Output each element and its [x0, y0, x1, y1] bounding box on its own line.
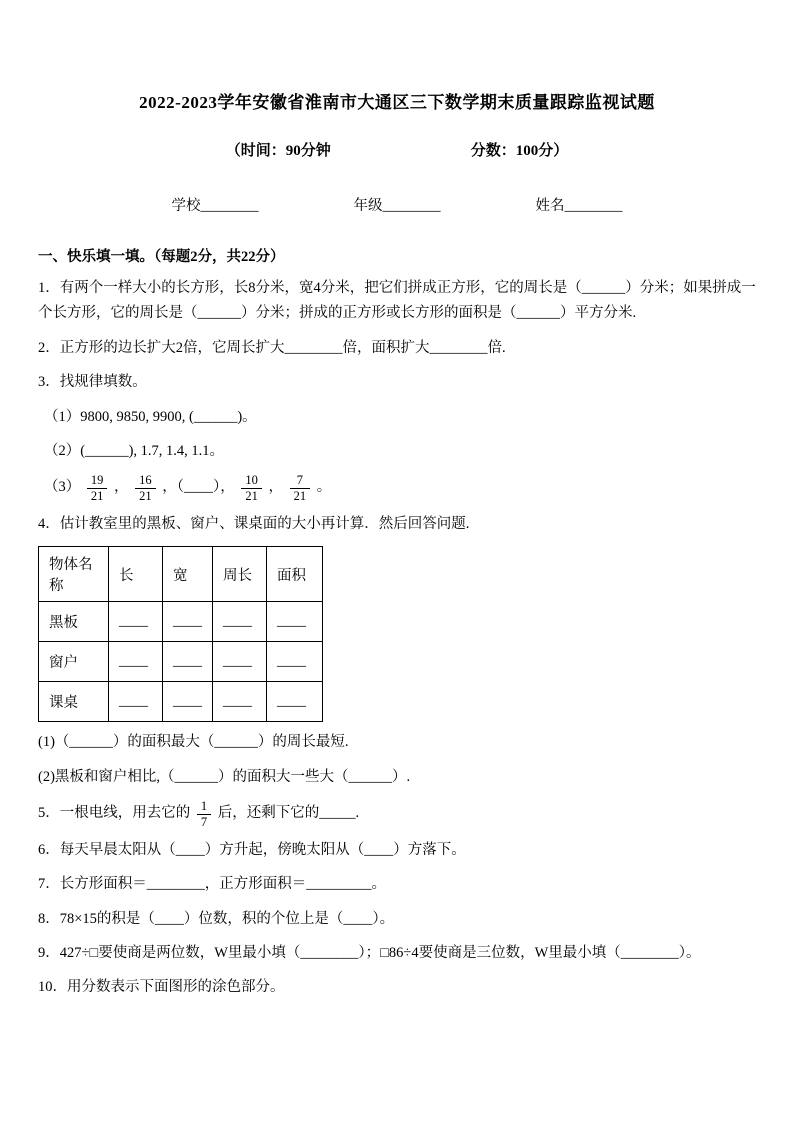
- section-1-heading: 一、快乐填一填。（每题2分，共22分）: [38, 249, 285, 265]
- question-8: 8．78×15的积是（____）位数，积的个位上是（____）。: [38, 910, 395, 927]
- table-row-desk: [39, 682, 323, 722]
- q3-3-blank: ，（____），: [162, 479, 235, 496]
- question-2: 2．正方形的边长扩大2倍，它周长扩大________倍，面积扩大________倍.: [38, 339, 506, 356]
- table-blank-cell: ____: [267, 642, 323, 682]
- table-header-perimeter: 周长: [213, 547, 267, 602]
- table-blank-cell: ____: [109, 602, 163, 642]
- table-blank-cell: ____: [267, 682, 323, 722]
- q5-text-pre: 5．一根电线，用去它的: [38, 805, 191, 822]
- fraction-7-21: $\frac{7}{21}$: [290, 473, 311, 503]
- table-header-length: 长: [109, 547, 163, 602]
- q3-3-separator: ，: [114, 479, 129, 496]
- fraction-19-21: $\frac{19}{21}$: [87, 473, 108, 503]
- table-row-label: 课桌: [39, 682, 109, 722]
- table-blank-cell: ____: [163, 642, 213, 682]
- q3-3-separator-2: ，: [268, 479, 283, 496]
- table-blank-cell: ____: [163, 602, 213, 642]
- table-row-window: [39, 642, 323, 682]
- table-blank-cell: ____: [213, 642, 267, 682]
- question-3-item-3: [38, 473, 756, 503]
- table-header-object: 物体名称: [39, 547, 109, 602]
- fraction-1-7: $\frac{1}{7}$: [197, 799, 211, 829]
- grade-blank: 年级________: [353, 198, 441, 214]
- fraction-16-21: $\frac{16}{21}$: [135, 473, 156, 503]
- q5-text-post: 后，还剩下它的_____.: [217, 805, 360, 822]
- question-9: 9．427÷□要使商是两位数，W里最小填（________）；□86÷4要使商是三位数，W里最小填（________）。: [38, 945, 701, 961]
- table-blank-cell: ____: [109, 642, 163, 682]
- question-3-item-2: （2）(______), 1.7, 1.4, 1.1。: [44, 442, 225, 459]
- fraction-10-21: $\frac{10}{21}$: [241, 473, 262, 503]
- question-10: 10．用分数表示下面图形的涂色部分。: [38, 979, 285, 996]
- table-header-width: 宽: [163, 547, 213, 602]
- estimate-table: [38, 546, 323, 722]
- q3-3-prefix: （3）: [44, 479, 81, 496]
- exam-time: （时间：90分钟: [225, 143, 331, 159]
- question-5: [38, 799, 756, 829]
- question-7: 7．长方形面积＝________，正方形面积＝_________。: [38, 876, 386, 893]
- question-6: 6．每天早晨太阳从（____）方升起，傍晚太阳从（____）方落下。: [38, 841, 466, 858]
- student-info-line: [38, 194, 756, 215]
- table-header-row: [39, 547, 323, 602]
- name-blank: 姓名________: [535, 198, 623, 214]
- question-4-item-2: (2)黑板和窗户相比,（______）的面积大一些大（______）.: [38, 768, 411, 785]
- question-3: 3．找规律填数。: [38, 374, 147, 391]
- exam-title: 2022-2023学年安徽省淮南市大通区三下数学期末质量跟踪监视试题: [139, 93, 655, 112]
- table-blank-cell: ____: [213, 682, 267, 722]
- exam-score: 分数：100分）: [470, 143, 569, 159]
- question-4: 4．估计教室里的黑板、窗户、课桌面的大小再计算．然后回答问题.: [38, 516, 470, 532]
- question-1: 1．有两个一样大小的长方形，长8分米，宽4分米，把它们拼成正方形，它的周长是（______）分米；如果拼成一个长方形，它的周长是（______）分米；拼成的正方形或长方形的面积是（______）平方分米.: [38, 280, 756, 322]
- table-blank-cell: ____: [109, 682, 163, 722]
- school-blank: 学校________: [171, 198, 259, 214]
- question-3-item-1: （1）9800, 9850, 9900, (______)。: [44, 408, 257, 425]
- table-row-label: 窗户: [39, 642, 109, 682]
- table-blank-cell: ____: [213, 602, 267, 642]
- table-header-area: 面积: [267, 547, 323, 602]
- exam-meta: [38, 139, 756, 160]
- table-row-blackboard: [39, 602, 323, 642]
- table-blank-cell: ____: [163, 682, 213, 722]
- q3-3-end: 。: [316, 479, 332, 496]
- table-blank-cell: ____: [267, 602, 323, 642]
- table-row-label: 黑板: [39, 602, 109, 642]
- question-4-item-1: (1)（______）的面积最大（______）的周长最短.: [38, 734, 349, 751]
